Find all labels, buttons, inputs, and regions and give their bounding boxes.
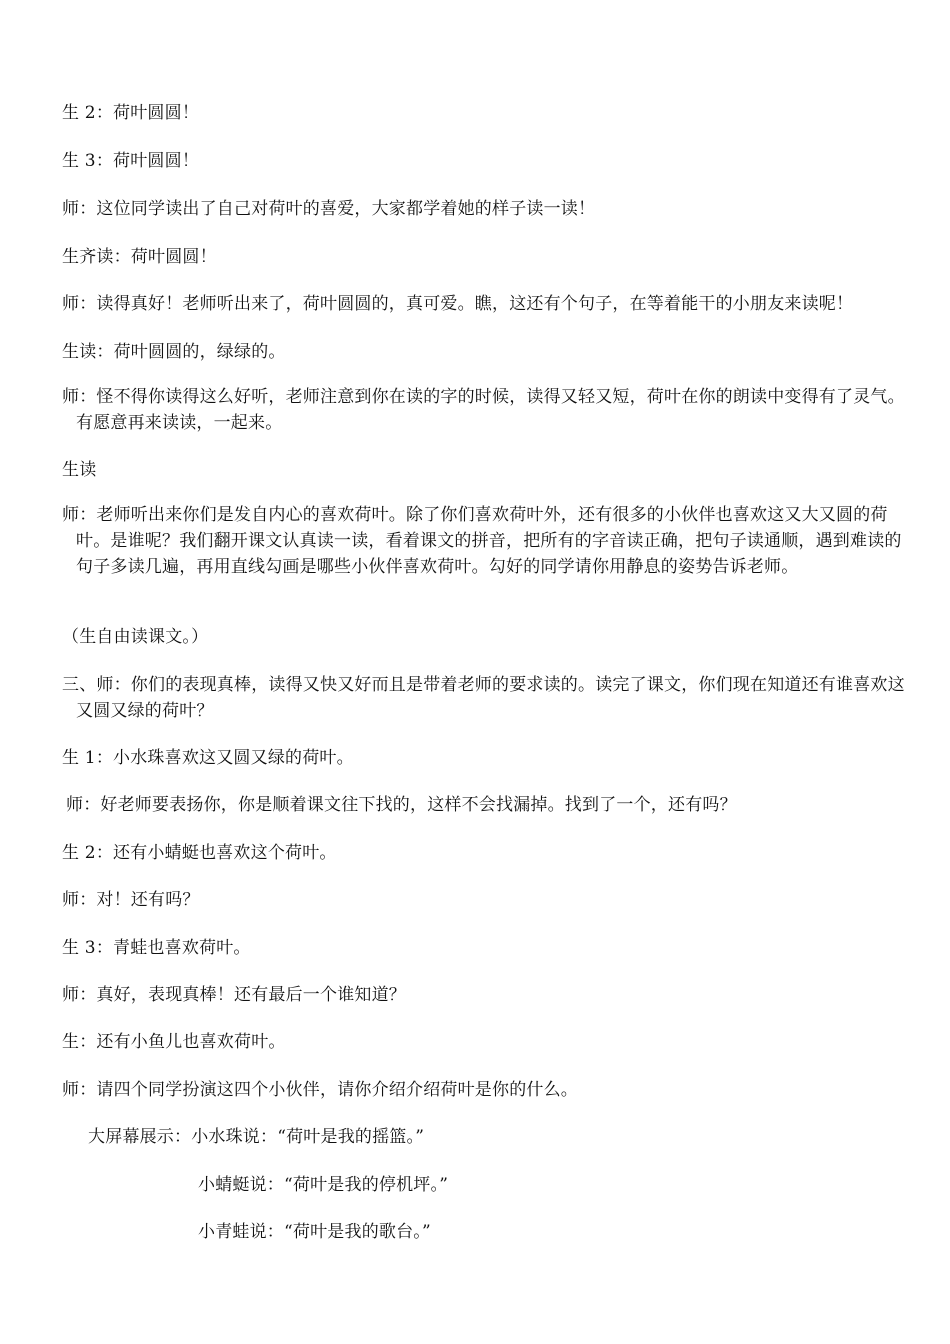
paragraph: 生 1：小水珠喜欢这又圆又绿的荷叶。 bbox=[62, 748, 354, 768]
paragraph: 生读 bbox=[62, 460, 97, 480]
paragraph: 师：真好，表现真棒！还有最后一个谁知道？ bbox=[62, 985, 406, 1005]
paragraph: 生 2：荷叶圆圆！ bbox=[62, 103, 200, 123]
paragraph: 师：好老师要表扬你，你是顺着课文往下找的，这样不会找漏掉。找到了一个，还有吗？ bbox=[66, 795, 737, 815]
paragraph: 三、师：你们的表现真棒，读得又快又好而且是带着老师的要求读的。读完了课文，你们现在知道还有谁喜欢这又圆又绿的荷叶？ bbox=[62, 675, 905, 721]
paragraph: 生：还有小鱼儿也喜欢荷叶。 bbox=[62, 1032, 286, 1052]
paragraph: 生读：荷叶圆圆的，绿绿的。 bbox=[62, 342, 286, 362]
paragraph: 小蜻蜓说：“荷叶是我的停机坪。” bbox=[198, 1175, 449, 1195]
paragraph: 生 3：荷叶圆圆！ bbox=[62, 151, 200, 171]
paragraph: 师：读得真好！老师听出来了，荷叶圆圆的，真可爱。瞧，这还有个句子，在等着能干的小朋友来读呢！ bbox=[62, 294, 854, 314]
paragraph: 生 3：青蛙也喜欢荷叶。 bbox=[62, 938, 251, 958]
paragraph: （生自由读课文。） bbox=[62, 627, 209, 647]
paragraph: 大屏幕展示：小水珠说：“荷叶是我的摇篮。” bbox=[88, 1127, 425, 1147]
paragraph: 小青蛙说：“荷叶是我的歌台。” bbox=[198, 1222, 431, 1242]
paragraph: 师：怪不得你读得这么好听，老师注意到你在读的字的时候，读得又轻又短，荷叶在你的朗读中变得有了灵气。有愿意再来读读，一起来。 bbox=[62, 387, 905, 433]
paragraph: 生齐读：荷叶圆圆！ bbox=[62, 247, 217, 267]
paragraph: 师：请四个同学扮演这四个小伙伴，请你介绍介绍荷叶是你的什么。 bbox=[62, 1080, 578, 1100]
paragraph: 生 2：还有小蜻蜓也喜欢这个荷叶。 bbox=[62, 843, 337, 863]
paragraph: 师：老师听出来你们是发自内心的喜欢荷叶。除了你们喜欢荷叶外，还有很多的小伙伴也喜欢这又大又圆的荷叶。是谁呢？我们翻开课文认真读一读，看着课文的拼音，把所有的字音读正确，把句子读通顺，遇到难读的句子多读几遍，再用直线勾画是哪些小伙伴喜欢荷叶。勾好的同学请你用静息的姿势告诉老师。 bbox=[62, 505, 902, 577]
paragraph: 师：这位同学读出了自己对荷叶的喜爱，大家都学着她的样子读一读！ bbox=[62, 199, 596, 219]
paragraph: 师：对！还有吗？ bbox=[62, 890, 200, 910]
